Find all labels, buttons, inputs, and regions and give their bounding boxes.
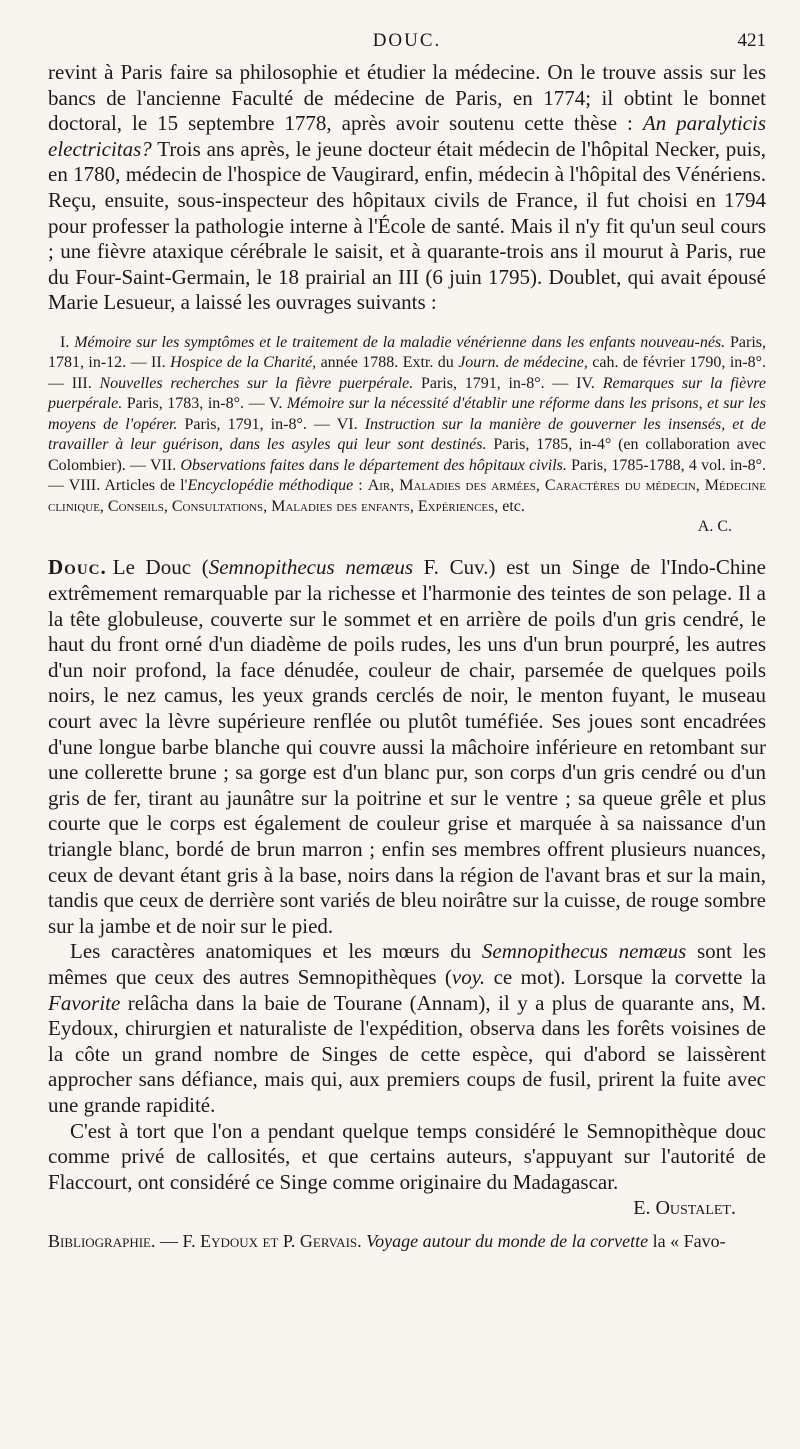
douc-text: sont les mêmes que ceux des autres Semnopithèques ( — [48, 939, 766, 989]
work-number: V. — [268, 395, 283, 413]
work-title: Observations faites dans le département des hôpitaux civils. — [180, 456, 567, 474]
work-details: année 1788. Extr. du — [316, 354, 459, 372]
work-details: Paris, 1781, in-12. — — [48, 333, 767, 372]
work-title: Instruction sur la manière de gouverner les insensés, et de travailler à leur guérison, dans les asyles qui leur sont destinés. — [48, 415, 767, 454]
work-number: III. — [71, 374, 92, 392]
douc-text: relâcha dans la baie de Tourane (Annam), il y a plus de quarante ans, M. Eydoux, chirurgien et naturaliste de l'expédition, observa dans les forêts voisines de la côte un grand nombre de Singes de cette espèce, qui d'abord se laissèrent approcher sans défiance, mais qui, aux premiers coups de fusil, prirent la fuite avec une grande rapidité. — [48, 990, 766, 1117]
work-details: Articles de l' — [100, 477, 188, 495]
bibliography-title: Voyage autour du monde de la corvette — [366, 1231, 649, 1252]
work-details: Paris, 1783, in-8°. — — [122, 395, 269, 413]
work-details: Paris, 1785-1788, 4 vol. in-8°. — — [48, 456, 766, 495]
work-number: VI. — [336, 415, 358, 433]
journal-title: Journ. de médecine, — [458, 354, 588, 372]
douc-text: Le Douc ( — [112, 555, 209, 580]
work-details: Paris, 1791, in-8°. — — [177, 415, 337, 433]
work-number: I. — [60, 333, 70, 351]
douc-text: F. Cuv.) est un Singe de l'Indo-Chine extrêmement remarquable par la richesse et l'harmonie des teintes de son pelage. Il a la tête globuleuse, couverte sur le sommet et en arrière de poils d'un gris cendré, le haut du front orné d'un diadème de poils rudes, les uns d'un brun pourpré, les autres d'un noir profond, la face dénudée, couleur de chair, parsemée de quelques poils noirs, le nez camus, les yeux grands cerclés de noir, le menton fuyant, le museau court avec la lèvre supérieure renflée ou plutôt tuméfiée. Ses joues sont encadrées d'une longue barbe blanche qui couvre aussi la mâchoire inférieure en retombant sur une collerette brune ; sa gorge est d'un blanc pur, son corps d'un gris cendré ou d'un gris de fer, tirant au jaunâtre sur la poitrine et sur le ventre ; sa queue grêle et plus courte que le corps est également de couleur grise et marquée à sa naissance d'un triangle blanc, bordé de brun marron ; enfin ses membres offrent plusieurs nuances, ceux de devant étant gris à la base, noirs dans la région de l'avant bras et sur la main, tandis que ceux de derrière sont variés de bleu noirâtre sur la cuisse, de rouge sombre sur la jambe et de noir sur le pied. — [48, 555, 766, 938]
work-details: : — [353, 477, 368, 495]
work-title: Remarques sur la fièvre puerpérale. — [48, 374, 767, 413]
encyclopedia-title: Encyclopédie méthodique — [187, 477, 354, 495]
separator: — — [155, 1231, 183, 1252]
douc-paragraph-1 — [48, 555, 766, 939]
bibliography-label: Bibliographie. — [48, 1231, 156, 1252]
work-title: Mémoire sur les symptômes et le traitement de la maladie vénérienne dans les enfants nouveau-nés. — [74, 333, 726, 351]
intro-text-1: revint à Paris faire sa philosophie et étudier la médecine. On le trouve assis sur les bancs de l'ancienne Faculté de médecine de Paris, en 1774; il obtint le bonnet doctoral, le 15 septembre 1778, après avoir soutenu cette thèse : — [48, 60, 766, 136]
work-number: VII. — [149, 456, 177, 474]
douc-paragraph-3: C'est à tort que l'on a pendant quelque temps considéré le Semnopithèque douc comme privé de callosités, et que certains auteurs, s'appuyant sur l'autorité de Flaccourt, ont considéré ce Singe comme originaire du Madagascar. — [48, 1118, 766, 1194]
douc-paragraph-2 — [48, 939, 766, 1118]
works-bibliography — [48, 333, 766, 518]
work-details: cah. de février 1790, in-8°. — — [48, 354, 766, 392]
cross-reference: voy. — [451, 964, 486, 989]
bibliography-tail: la « Favo- — [648, 1231, 726, 1252]
work-details: Paris, 1785, in-4° (en collaboration avec Colombier). — — [48, 436, 766, 474]
work-details: etc. — [498, 497, 525, 515]
work-title: Mémoire sur la nécessité d'établir une réforme dans les prisons, et sur les moyens de l'opérer. — [48, 395, 766, 433]
work-title: Nouvelles recherches sur la fièvre puerpérale. — [99, 374, 414, 392]
thesis-title: An paralyticis electricitas? — [48, 111, 767, 161]
douc-text: ce mot). Lorsque la corvette la — [485, 964, 766, 989]
work-number: VIII. — [68, 477, 101, 495]
intro-text-2: Trois ans après, le jeune docteur était médecin de l'hôpital Necker, puis, en 1780, médecin de l'hospice de Vaugirard, enfin, médecin à l'hôpital des Vénériens. Reçu, ensuite, sous-inspecteur des hôpitaux civils de France, il fut choisi en 1794 pour professer la pathologie interne à l'École de santé. Mais il n'y fit qu'un seul cours ; une fièvre ataxique cérébrale le saisit, et à quarante-trois ans il mourut à Paris, rue du Four-Saint-Germain, le 18 prairial an III (6 juin 1795). Doublet, qui avait épousé Marie Lesueur, a laissé les ouvrages suivants : — [48, 136, 766, 315]
work-details: Paris, 1791, in-8°. — — [413, 374, 577, 392]
work-number: II. — [151, 354, 166, 372]
work-number: IV. — [576, 374, 595, 392]
species-name: Semnopithecus nemæus — [481, 939, 687, 964]
bibliography-authors: F. Eydoux et P. Gervais. — [182, 1231, 362, 1252]
ship-name: Favorite — [48, 990, 121, 1015]
running-title: DOUC. — [372, 30, 442, 51]
entry-title: Douc. — [48, 555, 107, 580]
page-number: 421 — [737, 30, 766, 51]
work-title: Hospice de la Charité, — [170, 354, 317, 372]
author-signature-oustalet: E. Oustalet. — [633, 1197, 736, 1220]
article-topics: Air, Maladies des armées, Caractères du médecin, Médecine clinique, Conseils, Consultations, Maladies des enfants, Expériences, — [48, 477, 767, 515]
author-signature-ac: A. C. — [697, 518, 732, 536]
text-block — [48, 60, 766, 1253]
douc-bibliography — [48, 1229, 766, 1253]
intro-paragraph — [48, 60, 766, 316]
douc-text: Les caractères anatomiques et les mœurs du — [70, 939, 482, 964]
running-header — [48, 30, 766, 54]
species-name: Semnopithecus nemæus — [208, 555, 413, 580]
